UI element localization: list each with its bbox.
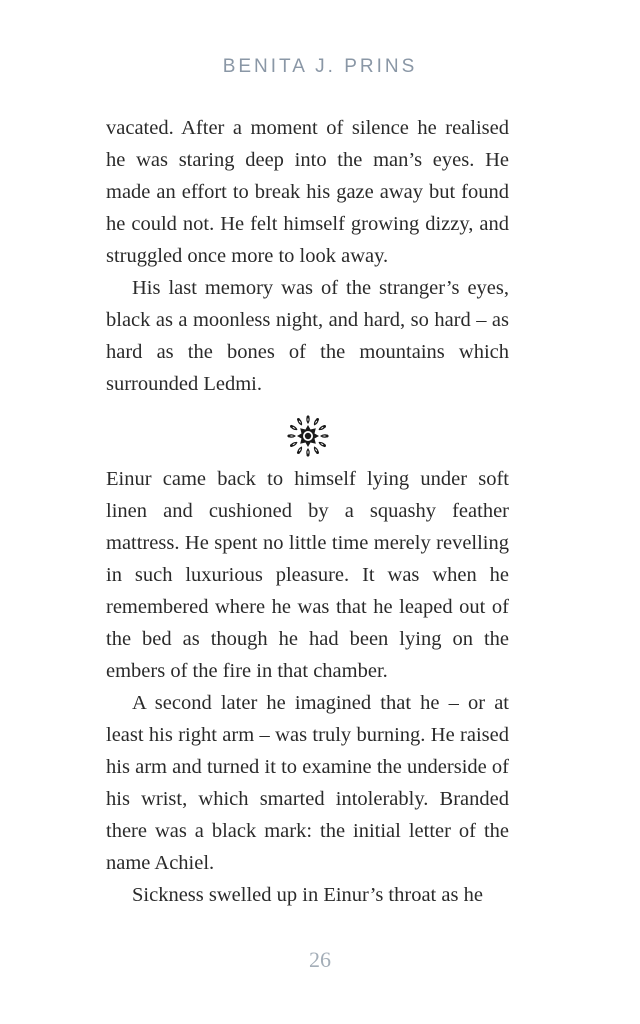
- paragraph: vacated. After a moment of silence he realised he was staring deep into the man’s eyes. He made an effort to break his gaze away but found he could not. He felt himself growing dizzy, and struggled once more to look away.: [106, 117, 509, 267]
- running-head: BENITA J. PRINS: [222, 56, 418, 77]
- page-number: 26: [309, 947, 331, 972]
- text-block-before-break: [106, 112, 509, 400]
- sun-ornament-icon: [286, 414, 330, 458]
- paragraph: Einur came back to himself lying under soft linen and cushioned by a squashy feather mattress. He spent no little time merely revelling in such luxurious pleasure. It was when he remembered where he was that he leaped out of the bed as though he had been lying on the embers of the fire in that chamber.: [106, 468, 509, 682]
- text-block-after-break: [106, 463, 509, 911]
- paragraph: Sickness swelled up in Einur’s throat as he: [132, 884, 483, 906]
- paragraph: A second later he imagined that he – or at least his right arm – was truly burning. He raised his arm and turned it to examine the underside of his wrist, which smarted intolerably. Branded there was a black mark: the initial letter of the name Achiel.: [106, 692, 509, 874]
- paragraph: His last memory was of the stranger’s eyes, black as a moonless night, and hard, so hard – as hard as the bones of the mountains which surrounded Ledmi.: [106, 277, 509, 395]
